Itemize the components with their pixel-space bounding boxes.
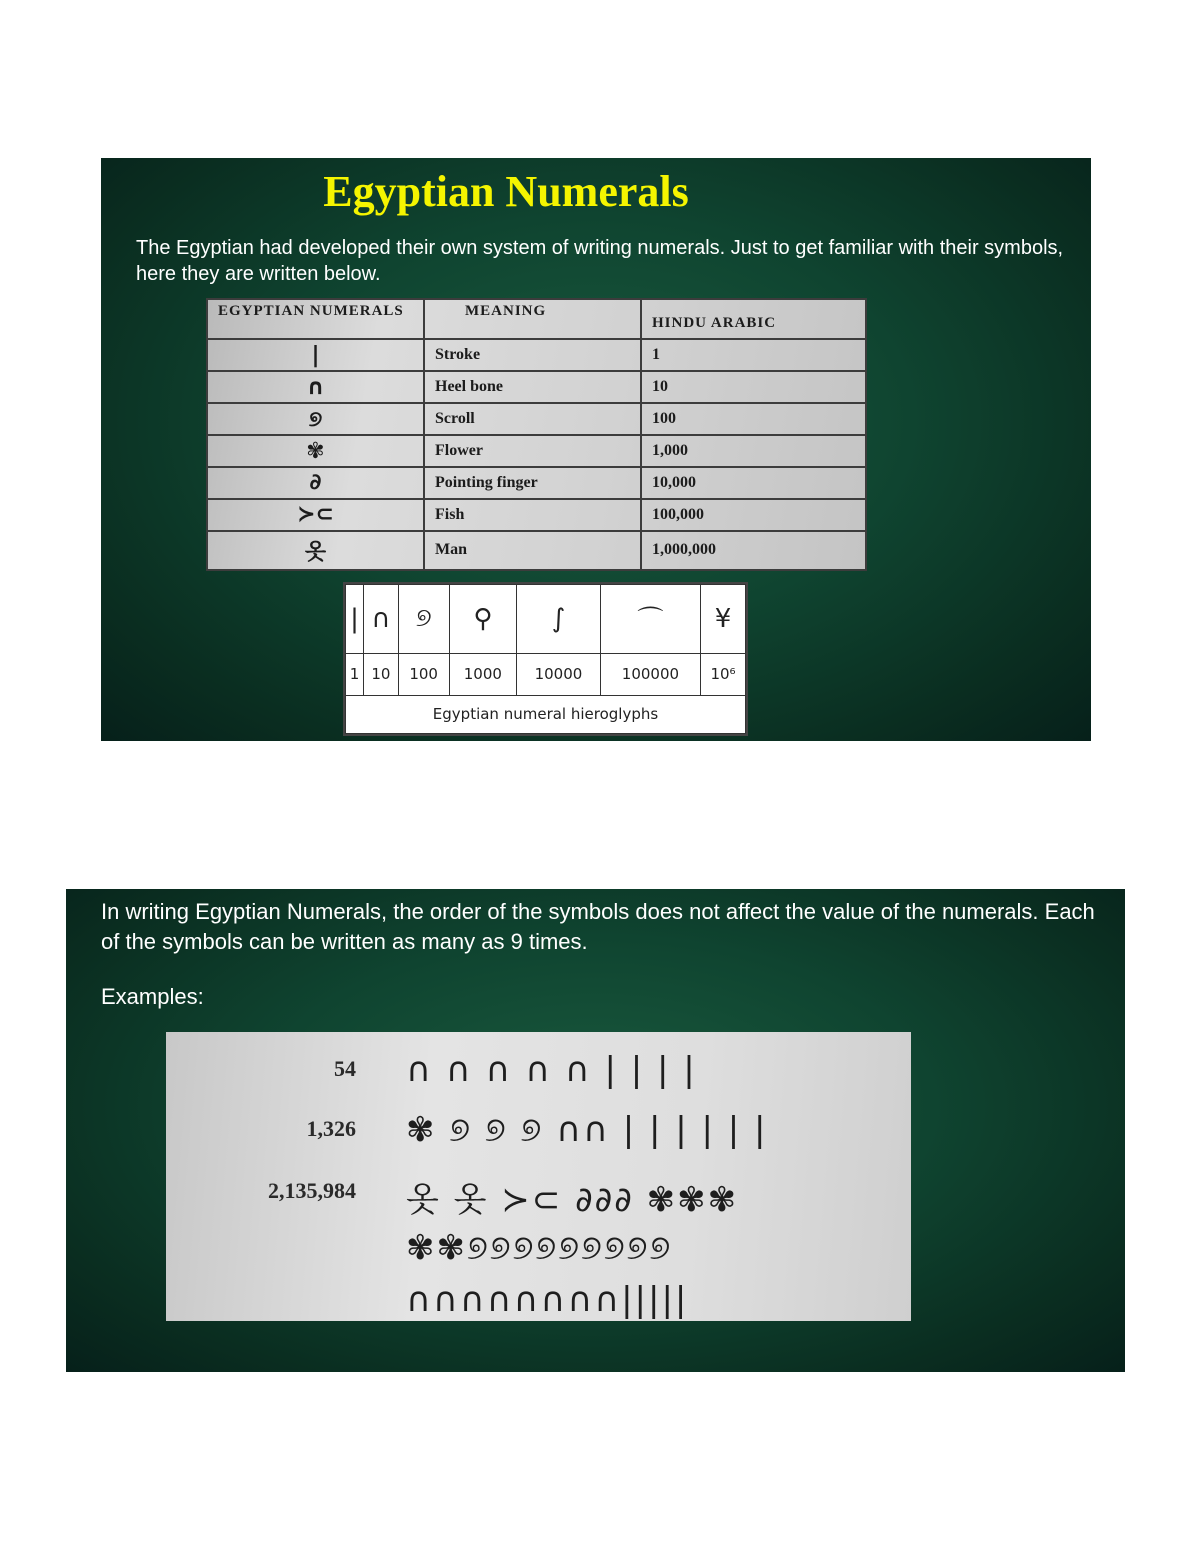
- hieroglyph-value: 100: [398, 653, 449, 695]
- header-hindu-arabic: HINDU ARABIC: [641, 299, 866, 339]
- header-meaning: MEANING: [424, 299, 641, 339]
- slide-examples: [66, 889, 1125, 1372]
- hieroglyph-icon: ୭: [398, 585, 449, 654]
- hieroglyph-value: 1: [346, 653, 364, 695]
- slide-title: Egyptian Numerals: [323, 167, 689, 216]
- example-glyphs: ∩∩∩∩∩∩∩∩|||||: [406, 1280, 689, 1320]
- numeral-meaning: Scroll: [424, 403, 641, 435]
- numeral-value: 10,000: [641, 467, 866, 499]
- example-number: 54: [334, 1056, 356, 1081]
- numeral-symbol: 옷: [207, 531, 424, 570]
- numeral-value: 1,000,000: [641, 531, 866, 570]
- numeral-symbol: ∩: [207, 371, 424, 403]
- numeral-row: [207, 403, 866, 435]
- numeral-value: 1: [641, 339, 866, 371]
- hieroglyph-value: 1000: [449, 653, 516, 695]
- intro-text: The Egyptian had developed their own system of writing numerals. Just to get familiar with their symbols, here they are written below.: [136, 237, 1064, 285]
- hieroglyph-value: 10: [364, 653, 399, 695]
- slide-egyptian-numerals: [101, 158, 1091, 741]
- numeral-meaning: Flower: [424, 435, 641, 467]
- hieroglyph-icon: ⚲: [449, 585, 516, 654]
- examples-label: Examples:: [101, 984, 204, 1009]
- numeral-symbol: ✾: [207, 435, 424, 467]
- hieroglyph-value: 100000: [600, 653, 700, 695]
- numeral-value: 100,000: [641, 499, 866, 531]
- numeral-meaning: Stroke: [424, 339, 641, 371]
- numeral-meaning: Fish: [424, 499, 641, 531]
- numeral-meaning: Heel bone: [424, 371, 641, 403]
- example-glyphs: ∩ ∩ ∩ ∩ ∩ | | | |: [406, 1050, 697, 1090]
- hieroglyph-icon: |: [346, 585, 364, 654]
- numeral-value: 10: [641, 371, 866, 403]
- numeral-row: [207, 339, 866, 371]
- example-glyphs: 옷 옷 ≻⊂ ∂∂∂ ✾✾✾: [406, 1180, 739, 1220]
- examples-photo: [166, 1032, 911, 1321]
- hieroglyph-icon: ∫: [517, 585, 601, 654]
- numeral-symbol: ∂: [207, 467, 424, 499]
- numeral-row: [207, 499, 866, 531]
- hieroglyph-icon: ∩: [364, 585, 399, 654]
- hieroglyph-value: 10⁶: [701, 653, 746, 695]
- numeral-symbol: |: [207, 339, 424, 371]
- hieroglyphs-caption: Egyptian numeral hieroglyphs: [346, 695, 746, 733]
- numeral-value: 1,000: [641, 435, 866, 467]
- numeral-symbol: ≻⊂: [207, 499, 424, 531]
- hieroglyph-icon: ⌒: [600, 585, 700, 654]
- hieroglyphs-table: [343, 582, 748, 736]
- example-glyphs: ✾✾୭୭୭୭୭୭୭୭୭: [406, 1228, 673, 1268]
- numeral-row: [207, 371, 866, 403]
- hieroglyph-value: 10000: [517, 653, 601, 695]
- numeral-symbol: ୭: [207, 403, 424, 435]
- hieroglyph-icon: ¥: [701, 585, 746, 654]
- example-number: 1,326: [306, 1116, 356, 1141]
- order-rule-text: In writing Egyptian Numerals, the order of the symbols does not affect the value of the numerals. Each of the symbols can be written as many as 9 times.: [101, 899, 1095, 954]
- example-number: 2,135,984: [268, 1178, 356, 1203]
- numeral-row: [207, 467, 866, 499]
- numeral-meaning: Pointing finger: [424, 467, 641, 499]
- numeral-value: 100: [641, 403, 866, 435]
- example-glyphs: ✾ ୭ ୭ ୭ ∩∩ | | | | | |: [406, 1110, 768, 1150]
- numeral-row: [207, 531, 866, 570]
- header-egyptian-numerals: EGYPTIAN NUMERALS: [207, 299, 424, 339]
- numerals-table-photo: [206, 298, 867, 571]
- numeral-meaning: Man: [424, 531, 641, 570]
- numeral-row: [207, 435, 866, 467]
